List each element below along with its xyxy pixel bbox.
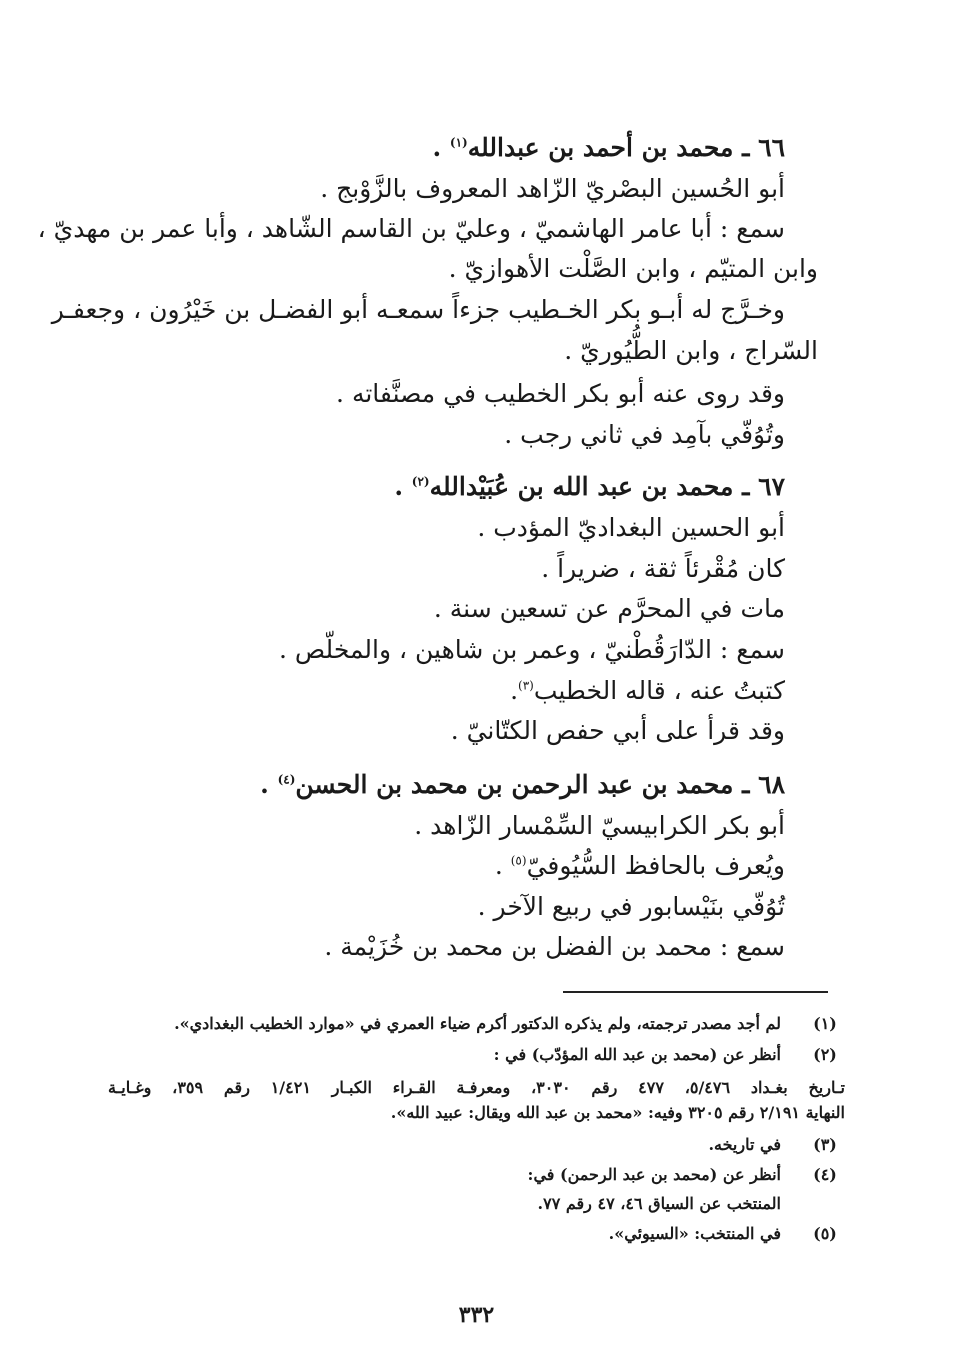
entry-line: وتُوُفّي بآمِد في ثاني رجب . (504, 420, 785, 449)
entry-line-text: كتبتُ عنه ، قاله الخطيب (533, 676, 785, 705)
footnote-ref: (٥) (510, 853, 527, 868)
heading-end: . (394, 472, 404, 501)
entry-line-text: ويُعرف بالحافظ السُّيُوفيّ (526, 851, 785, 880)
footnote-number: (١) (813, 1014, 837, 1033)
entry-line: أبو الحسين البغداديّ المؤدب . (477, 513, 785, 542)
entry-line: وقد روى عنه أبو بكر الخطيب في مصنَّفاته . (336, 379, 785, 408)
footnote-separator (563, 991, 828, 993)
footnote-ref: (١) (449, 135, 468, 150)
entry-line: وخـرَّج له أبـو بكر الخـطيب جزءاً سمعـه أبو الفضـل بن خَيْرُون ، وجعفـر (51, 295, 785, 324)
footnote-number: (٣) (813, 1135, 837, 1154)
heading-end: . (432, 133, 442, 162)
footnote-text: النهاية ٢/١٩١ رقم ٣٢٠٥ وفيه: «محمد بن عبد الله ويقال: عبيد الله». (390, 1103, 845, 1122)
footnote-text: في المنتخب: «السيوئي». (608, 1224, 781, 1243)
entry-heading-text: ٦٨ ـ محمد بن عبد الرحمن بن محمد بن الحسن (295, 770, 785, 799)
footnote-number: (٥) (813, 1224, 837, 1243)
entry-line: سمع : الدّارَقُطْنيّ ، وعمر بن شاهين ، والمخلّص . (279, 635, 785, 664)
entry-line: تُوُفّي بنَيْسابور في ربيع الآخر . (477, 892, 785, 921)
footnote-text: أنظر عن (محمد بن عبد الله المؤدّب) في : (493, 1045, 781, 1064)
entry-line: وابن المتيّم ، وابن الصَّلْت الأهوازيّ . (448, 254, 818, 283)
entry-heading-text: ٦٧ ـ محمد بن عبد الله بن عُبَيْدالله (429, 472, 785, 501)
footnote-number: (٤) (813, 1165, 837, 1184)
entry-line: سمع : محمد بن الفضل بن محمد بن خُزَيْمة . (324, 932, 785, 961)
entry-heading-text: ٦٦ ـ محمد بن أحمد بن عبدالله (467, 133, 785, 162)
page-number: ٣٣٢ (458, 1302, 495, 1328)
entry-line: سمع : أبا عامر الهاشميّ ، وعليّ بن القاسم الشّاهد ، وأبا عمر بن مهديّ ، (37, 214, 785, 243)
entry-line: كتبتُ عنه ، قاله الخطيب$^{(٣)}$. (510, 676, 785, 705)
footnote-text: في تاريخه. (708, 1135, 781, 1154)
footnote-number: (٢) (813, 1045, 837, 1064)
entry-line: أبو بكر الكرابيسيّ السِّمْسار الزّاهد . (414, 811, 785, 840)
footnote-ref: (٣) (518, 678, 534, 693)
entry-68-heading (260, 768, 785, 802)
footnote-2-cont (108, 1076, 845, 1100)
entry-line: وقد قرأ على أبي حفص الكتّانيّ . (450, 716, 785, 745)
footnote-text: تـاريخ بغـداد ٥/٤٧٦، ٤٧٧ رقم ٣٠٣٠، ومعرفـة القـراء الكبـار ١/٤٢١ رقم ٣٥٩، وغـايـة (108, 1078, 845, 1097)
footnote-text: أنظر عن (محمد بن عبد الرحمن) في: (527, 1165, 781, 1184)
entry-line: مات في المحرَّم عن تسعين سنة . (433, 594, 785, 623)
footnote-text: لم أجد مصدر ترجمته، ولم يذكره الدكتور أكرم ضياء العمري في «موارد الخطيب البغدادي». (174, 1014, 781, 1033)
entry-line: كان مُقْرئاً ثقة ، ضريراً . (541, 554, 785, 583)
footnote-ref: (٤) (277, 772, 296, 787)
entry-67-heading (394, 470, 785, 504)
entry-line: السّراج ، وابن الطُّيُوريّ . (564, 336, 818, 365)
footnote-ref: (٢) (411, 474, 430, 489)
entry-line: أبو الحُسين البصْريّ الزّاهد المعروف بالزَّوْبج . (320, 174, 785, 203)
heading-end: . (260, 770, 269, 799)
entry-66-heading (432, 131, 785, 165)
entry-line: ويُعرف بالحافظ السُّيُوفيّ$^{(٥)}$ . (494, 851, 785, 880)
footnote-text: المنتخب عن السياق ٤٦، ٤٧ رقم ٧٧. (537, 1194, 781, 1213)
